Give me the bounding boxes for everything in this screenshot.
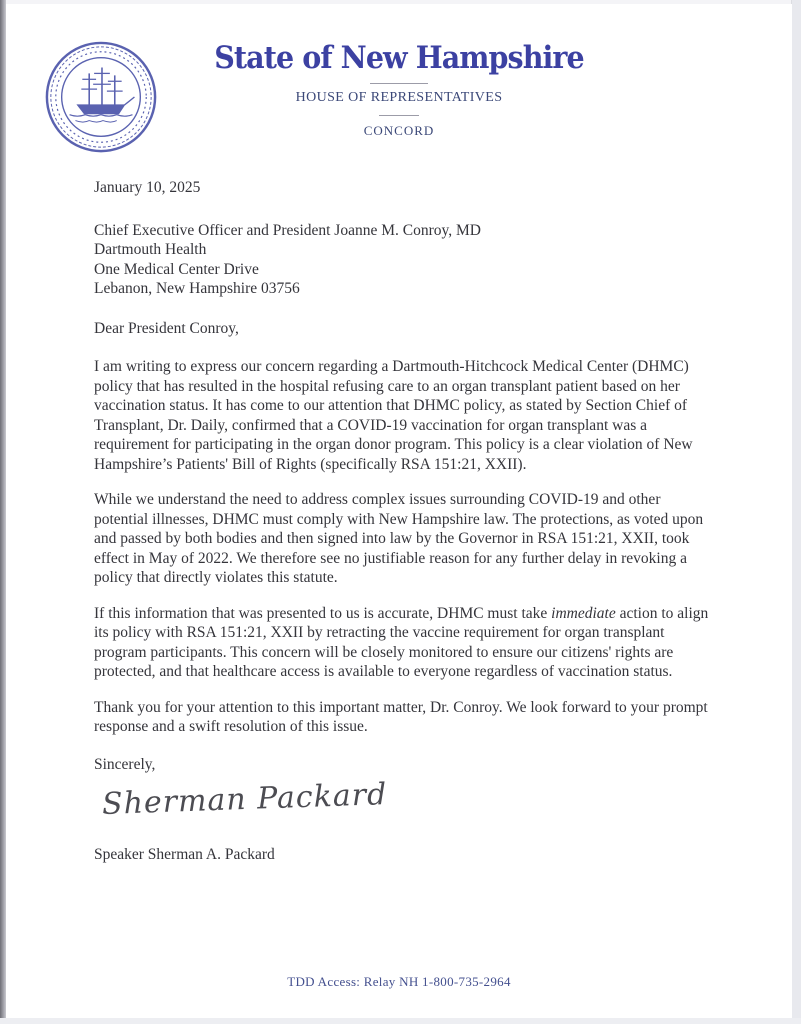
recipient-line: Chief Executive Officer and President Joanne M. Conroy, MD <box>94 221 481 239</box>
paragraph-3 <box>94 604 718 682</box>
letter-sheet <box>6 4 792 1018</box>
paragraph-4: Thank you for your attention to this important matter, Dr. Conroy. We look forward to your prompt response and a swift resolution of this issue. <box>94 698 708 735</box>
handwritten-signature: Sherman Packard <box>101 777 388 822</box>
photo-edge-right <box>791 0 801 1024</box>
masthead-divider-1 <box>370 83 428 84</box>
closing: Sincerely, <box>94 755 156 773</box>
paragraph-1: I am writing to express our concern regarding a Dartmouth-Hitchcock Medical Center (DHMC) policy that has resulted in the hospital refusing care to an organ transplant patient based on her vaccination status. It has come to our attention that DHMC policy, as stated by Section Chief of Transplant, Dr. Daily, confirmed that a COVID-19 vaccination for organ transplant was a requirement for participating in the organ donor program. This policy is a clear violation of New Hampshire’s Patients' Bill of Rights (specifically RSA 151:21, XXII). <box>94 358 693 473</box>
recipient-address <box>94 221 718 299</box>
letter-body <box>94 178 718 864</box>
paragraph-3-emphasis: immediate <box>551 604 616 622</box>
masthead <box>6 40 792 139</box>
city-name: CONCORD <box>363 123 435 138</box>
paragraph-3-pre: If this information that was presented to us is accurate, DHMC must take <box>94 604 552 622</box>
paragraph-2: While we understand the need to address complex issues surrounding COVID-19 and other potential illnesses, DHMC must comply with New Hampshire law. The protections, as voted upon and passed by both bodies and then signed into law by the Governor in RSA 151:21, XXII, took effect in May of 2022. We therefore see no justifiable reason for any further delay in revoking a policy that directly violates this statute. <box>94 491 704 586</box>
paragraph-3-post: action to align its policy with RSA 151:21, XXII by retracting the vaccine requirement for organ transplant program participants. This concern will be closely monitored to ensure our citizens' rights are protected, and that healthcare access is available to everyone regardless of vaccination status. <box>94 604 709 680</box>
salutation: Dear President Conroy, <box>94 319 239 337</box>
org-name: HOUSE OF REPRESENTATIVES <box>295 90 503 105</box>
masthead-divider-2 <box>379 115 419 116</box>
tdd-access-footer: TDD Access: Relay NH 1-800-735-2964 <box>287 974 511 989</box>
signer-name: Speaker Sherman A. Packard <box>94 845 275 863</box>
recipient-line: Lebanon, New Hampshire 03756 <box>94 280 300 297</box>
recipient-line: Dartmouth Health <box>94 241 207 258</box>
state-title: State of New Hampshire <box>214 40 584 76</box>
recipient-line: One Medical Center Drive <box>94 260 259 278</box>
photo-edge-bottom <box>0 1018 801 1024</box>
date-line: January 10, 2025 <box>94 179 201 196</box>
